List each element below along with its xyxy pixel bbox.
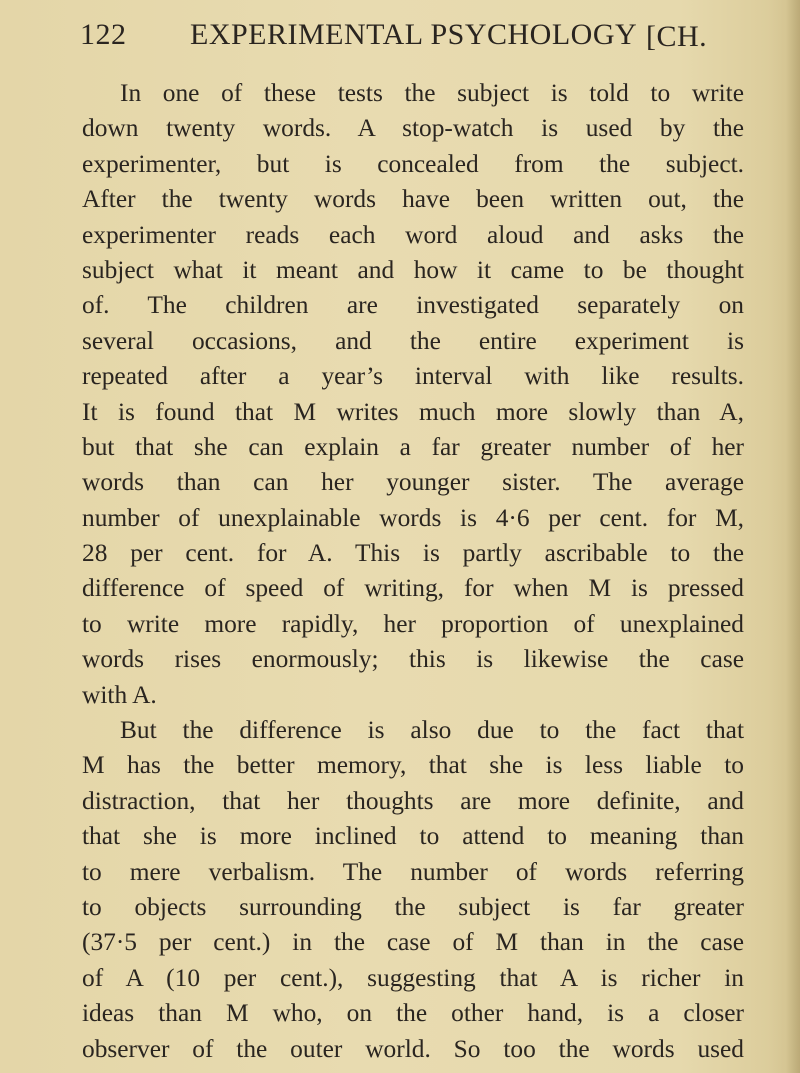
text-line: (37·5 per cent.) in the case of M than in the case [82,928,744,957]
text-line: words than can her younger sister. The average [82,468,744,497]
body-text [82,76,744,1067]
text-line: subject what it meant and how it came to be thought [82,255,744,284]
text-line: After the twenty words have been written out, the [82,185,744,214]
text-line: experimenter reads each word aloud and asks the [82,220,744,249]
text-line: of. The children are investigated separately on [82,291,744,320]
running-head [80,18,740,58]
text-line: to write more rapidly, her proportion of unexplained [82,609,744,638]
text-line: observer of the outer world. So too the words used [82,1034,744,1063]
text-line: ideas than M who, on the other hand, is a closer [82,999,744,1028]
text-line: with A. [82,680,157,709]
text-line: experimenter, but is concealed from the subject. [82,149,744,178]
text-line: that she is more inclined to attend to meaning than [82,822,744,851]
text-line: M has the better memory, that she is less liable to [82,751,744,780]
text-line: to objects surrounding the subject is far greater [82,892,744,921]
running-title: EXPERIMENTAL PSYCHOLOGY [190,18,638,51]
text-line: down twenty words. A stop-watch is used by the [82,114,744,143]
chapter-mark: [CH. [646,20,708,53]
text-line: number of unexplainable words is 4·6 per cent. for M, [82,503,744,532]
text-line: words rises enormously; this is likewise the case [82,645,744,674]
text-line: repeated after a year’s interval with like results. [82,362,744,391]
text-line: distraction, that her thoughts are more definite, and [82,786,744,815]
text-line: several occasions, and the entire experiment is [82,326,744,355]
text-line: But the difference is also due to the fact that [120,716,744,745]
text-line: difference of speed of writing, for when M is pressed [82,574,744,603]
text-line: but that she can explain a far greater number of her [82,432,744,461]
page-edge-shadow [786,0,800,1073]
text-line: It is found that M writes much more slowly than A, [82,397,744,426]
text-line: In one of these tests the subject is told to write [120,79,744,107]
text-line: 28 per cent. for A. This is partly ascribable to the [82,539,744,568]
text-line: of A (10 per cent.), suggesting that A is richer in [82,963,744,992]
page-number: 122 [80,18,127,51]
text-line: to mere verbalism. The number of words referring [82,857,744,886]
